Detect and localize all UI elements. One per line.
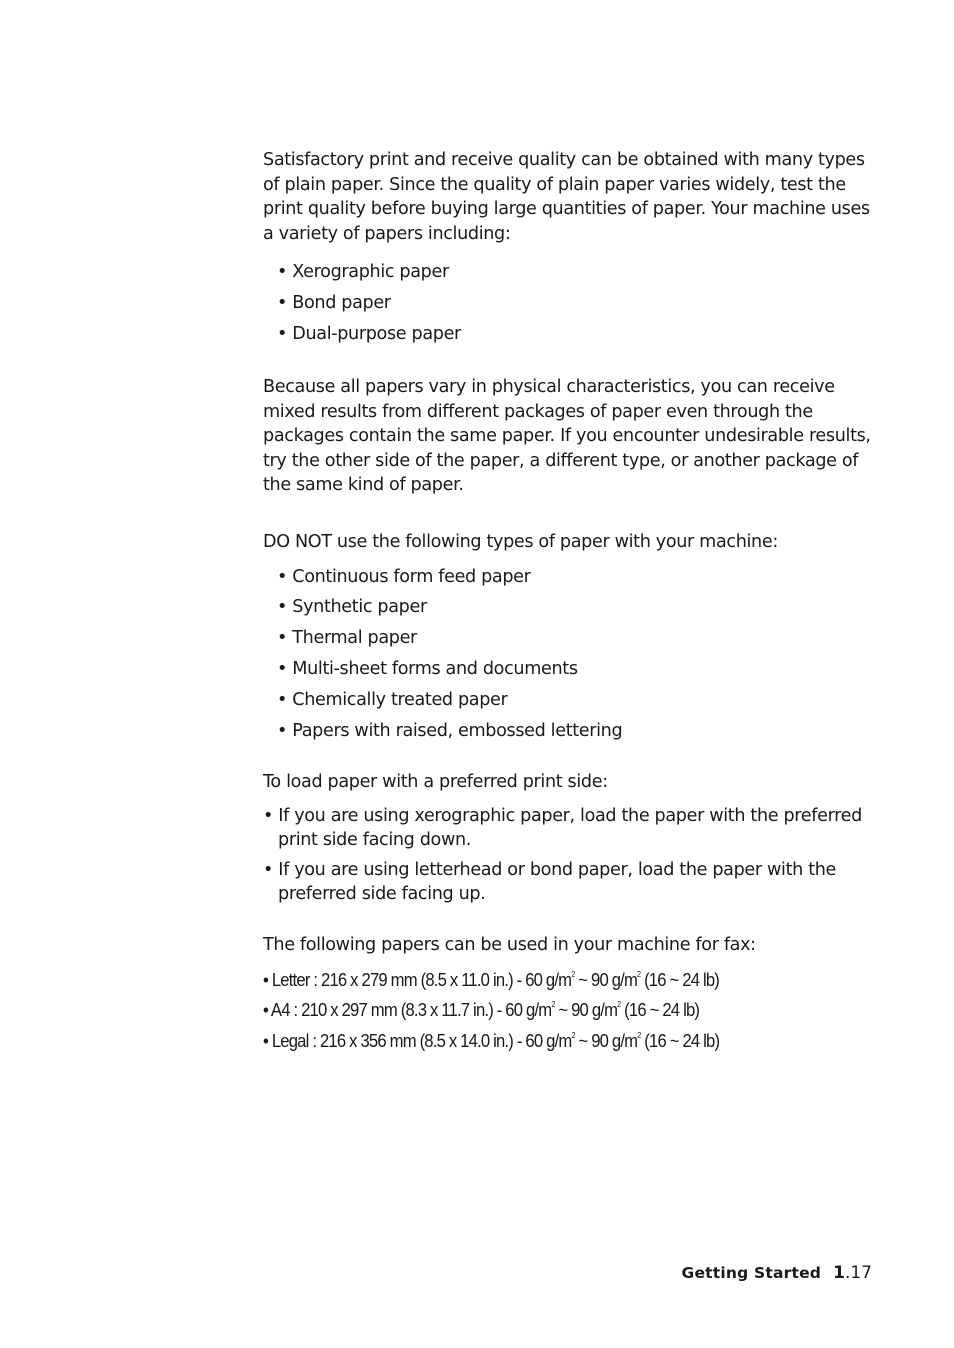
fax-sizes-list	[263, 968, 883, 1053]
page-content	[263, 148, 883, 1059]
list-item: • Bond paper	[277, 293, 391, 314]
list-item: • Synthetic paper	[277, 597, 427, 618]
list-item: • A4 : 210 x 297 mm (8.3 x 11.7 in.) - 60 $g/m^2$ ~ 90 $g/m^2$ (16 ~ 24 lb)	[263, 999, 700, 1021]
do-not-list	[263, 565, 883, 743]
list-item: • Letter : 216 x 279 mm (8.5 x 11.0 in.) - 60 $g/m^2$ ~ 90 $g/m^2$ (16 ~ 24 lb)	[263, 968, 720, 990]
list-item: • Xerographic paper	[277, 262, 449, 283]
list-item: • Continuous form feed paper	[277, 566, 531, 587]
paper-types-list	[263, 260, 883, 346]
list-item: • Papers with raised, embossed lettering	[277, 720, 623, 741]
intro-paragraph: Satisfactory print and receive quality can be obtained with many types of plain paper. Since the quality of plain paper varies widely, test the print quality before buying large quantities of paper. Your machine uses a variety of papers including:	[263, 150, 870, 244]
list-item: • Thermal paper	[277, 628, 417, 649]
list-item: • Multi-sheet forms and documents	[277, 658, 578, 679]
load-intro: To load paper with a preferred print side:	[263, 771, 608, 792]
list-item: • Chemically treated paper	[277, 689, 508, 710]
load-list	[263, 804, 883, 906]
list-item: • If you are using letterhead or bond paper, load the paper with the preferred side facing up.	[263, 860, 837, 905]
page-footer	[682, 1263, 872, 1283]
do-not-intro: DO NOT use the following types of paper with your machine:	[263, 531, 778, 552]
footer-section-title: Getting Started	[681, 1264, 822, 1282]
footer-chapter-number: 1	[833, 1263, 845, 1283]
list-item: • Dual-purpose paper	[277, 323, 461, 344]
list-item: • If you are using xerographic paper, load the paper with the preferred print side facing down.	[263, 806, 862, 851]
footer-page-number: .17	[844, 1263, 872, 1283]
list-item: • Legal : 216 x 356 mm (8.5 x 14.0 in.) - 60 $g/m^2$ ~ 90 $g/m^2$ (16 ~ 24 lb)	[263, 1029, 720, 1051]
variation-paragraph: Because all papers vary in physical characteristics, you can receive mixed results from different packages of paper even through the packages contain the same paper. If you encounter undesirable results, try the other side of the paper, a different type, or another package of the same kind of paper.	[263, 376, 871, 496]
fax-intro: The following papers can be used in your machine for fax:	[263, 935, 756, 956]
